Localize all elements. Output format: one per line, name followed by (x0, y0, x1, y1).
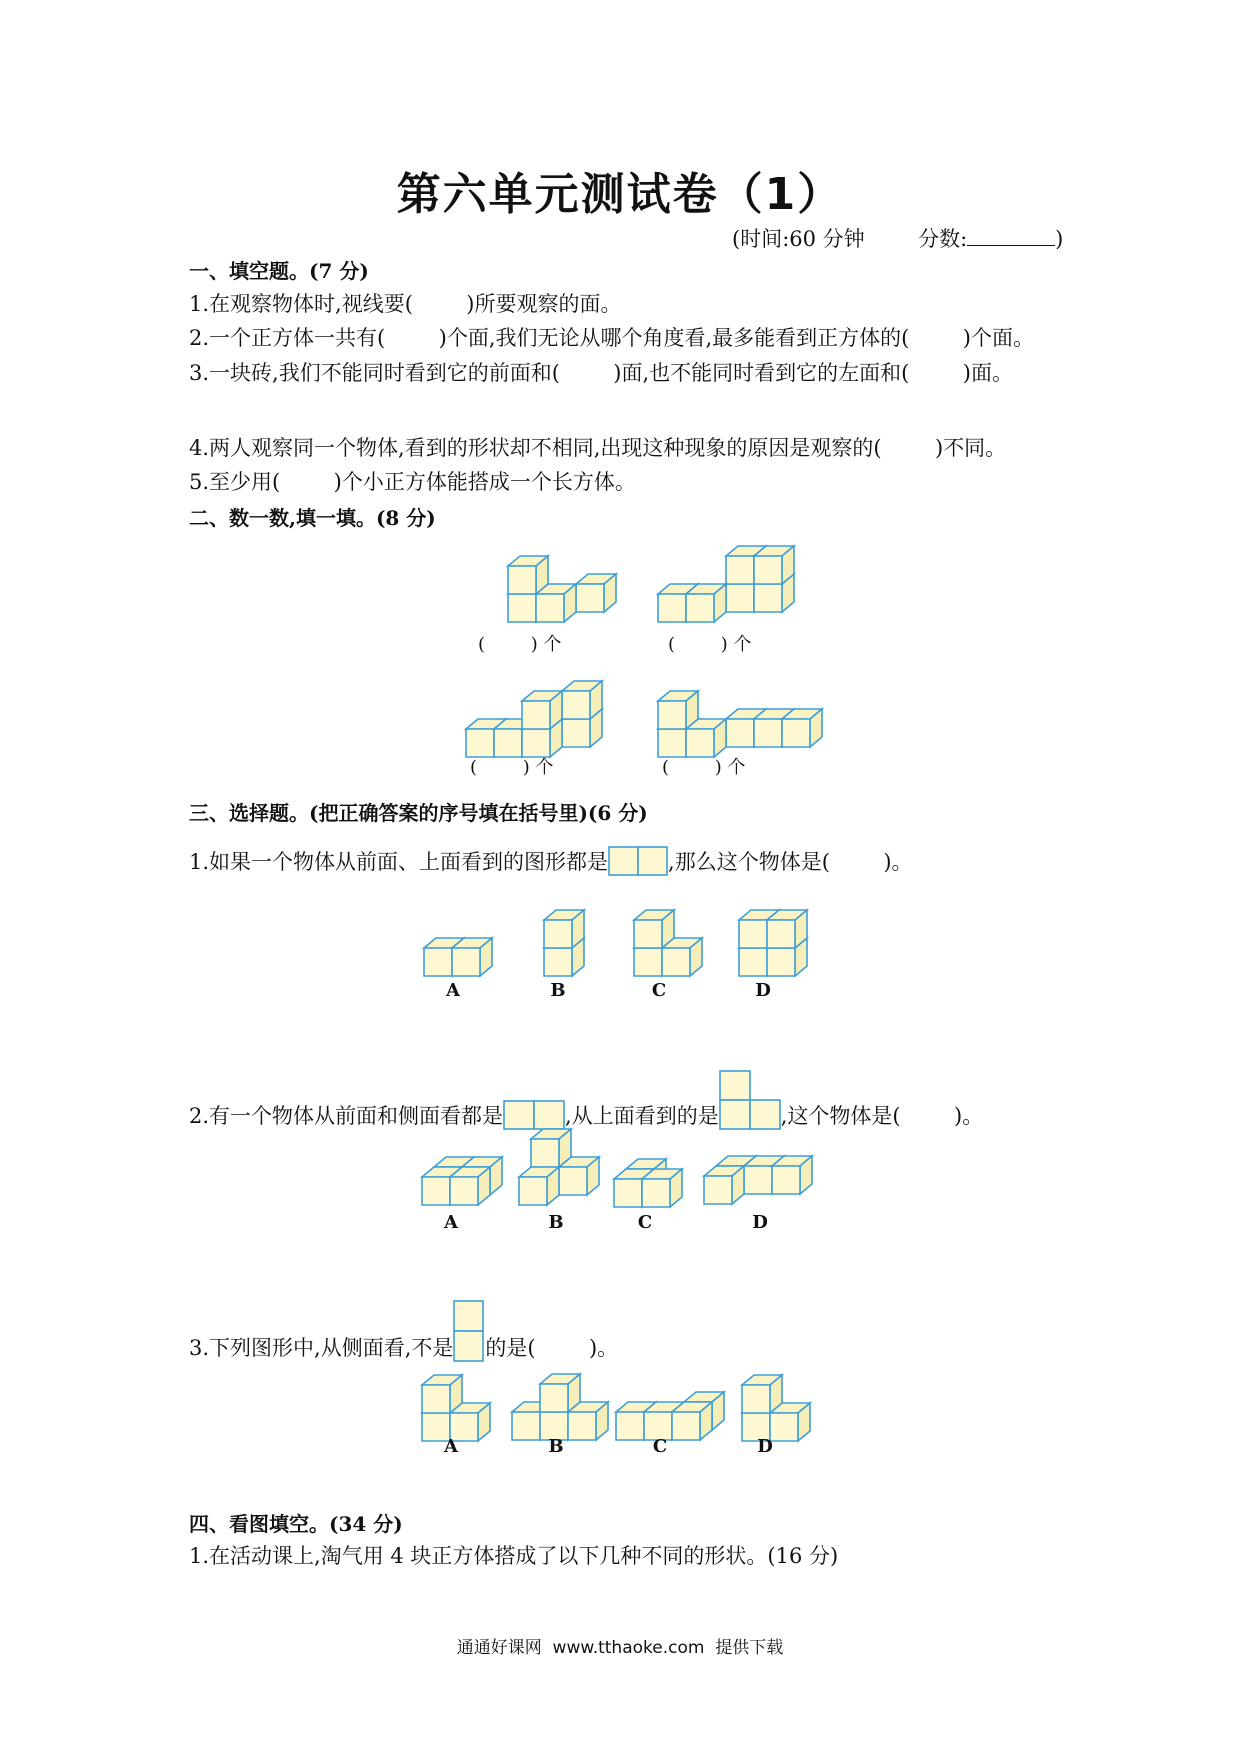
cube-front-face (642, 1179, 670, 1207)
s3q2-option-d-figure (700, 1140, 820, 1210)
cube-front-face (422, 1177, 450, 1205)
s2-caption-2: ( ) 个 (668, 634, 752, 655)
s3q3-text-after: 的是( )。 (485, 1336, 619, 1360)
cube-front-face (754, 556, 782, 584)
s3q2-label-b: B (548, 1212, 564, 1233)
section-3-heading: 三、选择题。(把正确答案的序号填在括号里)(6 分) (189, 801, 648, 825)
s3q2-text-middle: ,从上面看到的是 (565, 1104, 719, 1128)
cube-front-face (739, 920, 767, 948)
s3q3-option-d-figure (738, 1355, 828, 1445)
cube-front-face (726, 584, 754, 612)
s4-question-1: 1.在活动课上,淘气用 4 块正方体搭成了以下几种不同的形状。(16 分) (189, 1544, 839, 1568)
s2-caption-3: ( ) 个 (470, 757, 554, 778)
cube-front-face (424, 948, 452, 976)
s2-figure-2 (650, 530, 790, 630)
s3q1-option-d-figure (735, 895, 825, 980)
s3q1-option-a-figure (420, 900, 510, 980)
cube-front-face (540, 1384, 568, 1412)
cube-front-face (508, 594, 536, 622)
cube-front-face (616, 1412, 644, 1440)
s3q3-label-d: D (757, 1436, 773, 1457)
cube-front-face (754, 719, 782, 747)
cube-front-face (726, 719, 754, 747)
s3q3-text-before: 3.下列图形中,从侧面看,不是 (189, 1336, 454, 1360)
cube-front-face (614, 1179, 642, 1207)
s2-caption-4: ( ) 个 (662, 757, 746, 778)
s1-question-2: 2.一个正方体一共有( )个面,我们无论从哪个角度看,最多能看到正方体的( )个面。 (189, 326, 1034, 350)
s3q2-option-b-figure (515, 1120, 605, 1210)
s3q1-label-d: D (755, 980, 771, 1001)
s3q3-label-c: C (652, 1436, 668, 1457)
time-label: (时间:60 分钟 (732, 227, 865, 251)
s3q3-option-b-figure (508, 1350, 628, 1445)
score-close: ) (1055, 227, 1064, 251)
section-4-heading: 四、看图填空。(34 分) (189, 1512, 403, 1536)
cube-front-face (662, 948, 690, 976)
s3q2-label-a: A (444, 1212, 458, 1233)
cube-front-face (544, 948, 572, 976)
cube-front-face (512, 1412, 540, 1440)
cube-front-face (536, 594, 564, 622)
cube-front-face (726, 556, 754, 584)
cube-front-face (754, 584, 782, 612)
cube-front-face (704, 1176, 732, 1204)
s2-figure-3 (458, 665, 598, 765)
s3q1-label-b: B (550, 980, 566, 1001)
s3q1-label-a: A (446, 980, 460, 1001)
cube-front-face (568, 1412, 596, 1440)
s1-question-4: 4.两人观察同一个物体,看到的形状却不相同,出现这种现象的原因是观察的( )不同。 (189, 436, 1007, 460)
cube-front-face (422, 1385, 450, 1413)
s3q3-label-b: B (548, 1436, 564, 1457)
cube-front-face (634, 920, 662, 948)
section-1-heading: 一、填空题。(7 分) (189, 259, 369, 283)
cube-front-face (531, 1139, 559, 1167)
cube-front-face (686, 594, 714, 622)
cube-front-face (742, 1385, 770, 1413)
cube-front-face (767, 920, 795, 948)
cube-front-face (658, 594, 686, 622)
score-blank[interactable] (967, 227, 1055, 246)
cube-front-face (672, 1412, 700, 1440)
cube-front-face (782, 719, 810, 747)
s2-figure-1 (470, 530, 580, 630)
s2-caption-1: ( ) 个 (478, 634, 562, 655)
cube-front-face (767, 948, 795, 976)
cube-front-face (544, 920, 572, 948)
cube-front-face (450, 1177, 478, 1205)
cube-front-face (562, 719, 590, 747)
s3q2-label-c: C (637, 1212, 653, 1233)
s3q2-option-c-figure (610, 1145, 690, 1210)
section-2-heading: 二、数一数,填一填。(8 分) (189, 506, 436, 530)
s3q2-top-view-icon (719, 1070, 781, 1130)
cube-front-face (522, 701, 550, 729)
s3q1-view-icon (608, 846, 668, 876)
cube-front-face (508, 566, 536, 594)
cube-front-face (562, 691, 590, 719)
s3q3-option-a-figure (418, 1355, 508, 1445)
cube-front-face (739, 948, 767, 976)
s3q1-option-c-figure (630, 895, 720, 980)
cube-front-face (634, 948, 662, 976)
exam-meta (732, 223, 1063, 253)
cube-front-face (559, 1167, 587, 1195)
page-title: 第六单元测试卷（1） (396, 169, 844, 220)
s3q1-label-c: C (651, 980, 667, 1001)
cube-front-face (658, 701, 686, 729)
s3q2-text-before: 2.有一个物体从前面和侧面看都是 (189, 1104, 504, 1128)
s3q2-text-after: ,这个物体是( )。 (780, 1104, 984, 1128)
s3q1-text-before: 1.如果一个物体从前面、上面看到的图形都是 (189, 850, 609, 874)
cube-front-face (576, 584, 604, 612)
s3q1-text-after: ,那么这个物体是( )。 (668, 850, 913, 874)
cube-front-face (744, 1166, 772, 1194)
cube-front-face (452, 948, 480, 976)
page-footer: 通通好课网 www.tthaoke.com 提供下载 (456, 1638, 784, 1658)
s3q3-side-view-icon (453, 1300, 485, 1362)
s1-question-3: 3.一块砖,我们不能同时看到它的前面和( )面,也不能同时看到它的左面和( )面。 (189, 361, 1013, 385)
cube-front-face (772, 1166, 800, 1194)
s3-question-1 (189, 846, 913, 876)
s3q1-option-b-figure (540, 895, 600, 980)
score-label: 分数: (918, 227, 968, 251)
cube-front-face (519, 1177, 547, 1205)
s1-question-1: 1.在观察物体时,视线要( )所要观察的面。 (189, 292, 622, 316)
s2-figure-4 (650, 665, 790, 765)
s3q3-label-a: A (444, 1436, 458, 1457)
s3q2-label-d: D (752, 1212, 768, 1233)
s3q3-option-c-figure (612, 1375, 732, 1445)
s1-question-5: 5.至少用( )个小正方体能搭成一个长方体。 (189, 470, 636, 494)
s3q2-option-a-figure (418, 1125, 518, 1210)
